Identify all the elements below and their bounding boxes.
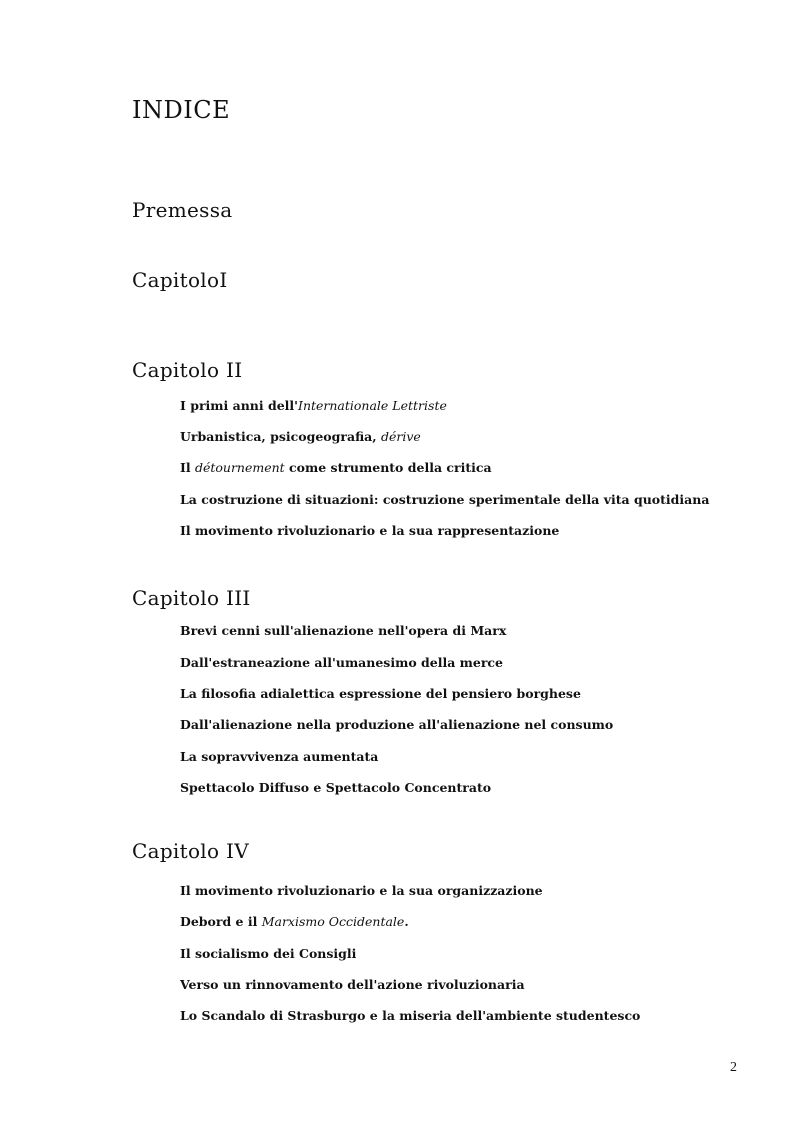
toc-entry: Il movimento rivoluzionario e la sua rappresentazione	[180, 523, 560, 538]
toc-entry: Il movimento rivoluzionario e la sua organizzazione	[180, 883, 543, 898]
toc-entry: La filosofia adialettica espressione del pensiero borghese	[180, 686, 581, 701]
toc-entry: Lo Scandalo di Strasburgo e la miseria dell'ambiente studentesco	[180, 1008, 641, 1023]
chapter-heading-1: CapitoloI	[132, 268, 228, 292]
toc-entry: Dall'alienazione nella produzione all'alienazione nel consumo	[180, 717, 614, 732]
toc-entry: Urbanistica, psicogeografia, dérive	[180, 429, 421, 444]
toc-entry: I primi anni dell'Internationale Lettriste	[180, 398, 447, 413]
toc-entry: Spettacolo Diffuso e Spettacolo Concentrato	[180, 780, 492, 795]
page-number: 2	[730, 1060, 737, 1075]
chapter-heading-3: Capitolo III	[132, 586, 251, 610]
chapter-heading-4: Capitolo IV	[132, 839, 249, 863]
toc-entry: La sopravvivenza aumentata	[180, 749, 379, 764]
index-title: INDICE	[132, 96, 231, 124]
chapter-heading-premessa: Premessa	[132, 198, 233, 222]
toc-entry: Brevi cenni sull'alienazione nell'opera di Marx	[180, 623, 507, 638]
toc-entry: Debord e il Marxismo Occidentale.	[180, 914, 409, 929]
toc-entry: Dall'estraneazione all'umanesimo della merce	[180, 655, 503, 670]
toc-entry: Il socialismo dei Consigli	[180, 946, 357, 961]
toc-entry: Il détournement come strumento della critica	[180, 460, 492, 475]
toc-entry: Verso un rinnovamento dell'azione rivoluzionaria	[180, 977, 525, 992]
chapter-heading-2: Capitolo II	[132, 358, 243, 382]
toc-entry: La costruzione di situazioni: costruzione sperimentale della vita quotidiana	[180, 492, 710, 507]
